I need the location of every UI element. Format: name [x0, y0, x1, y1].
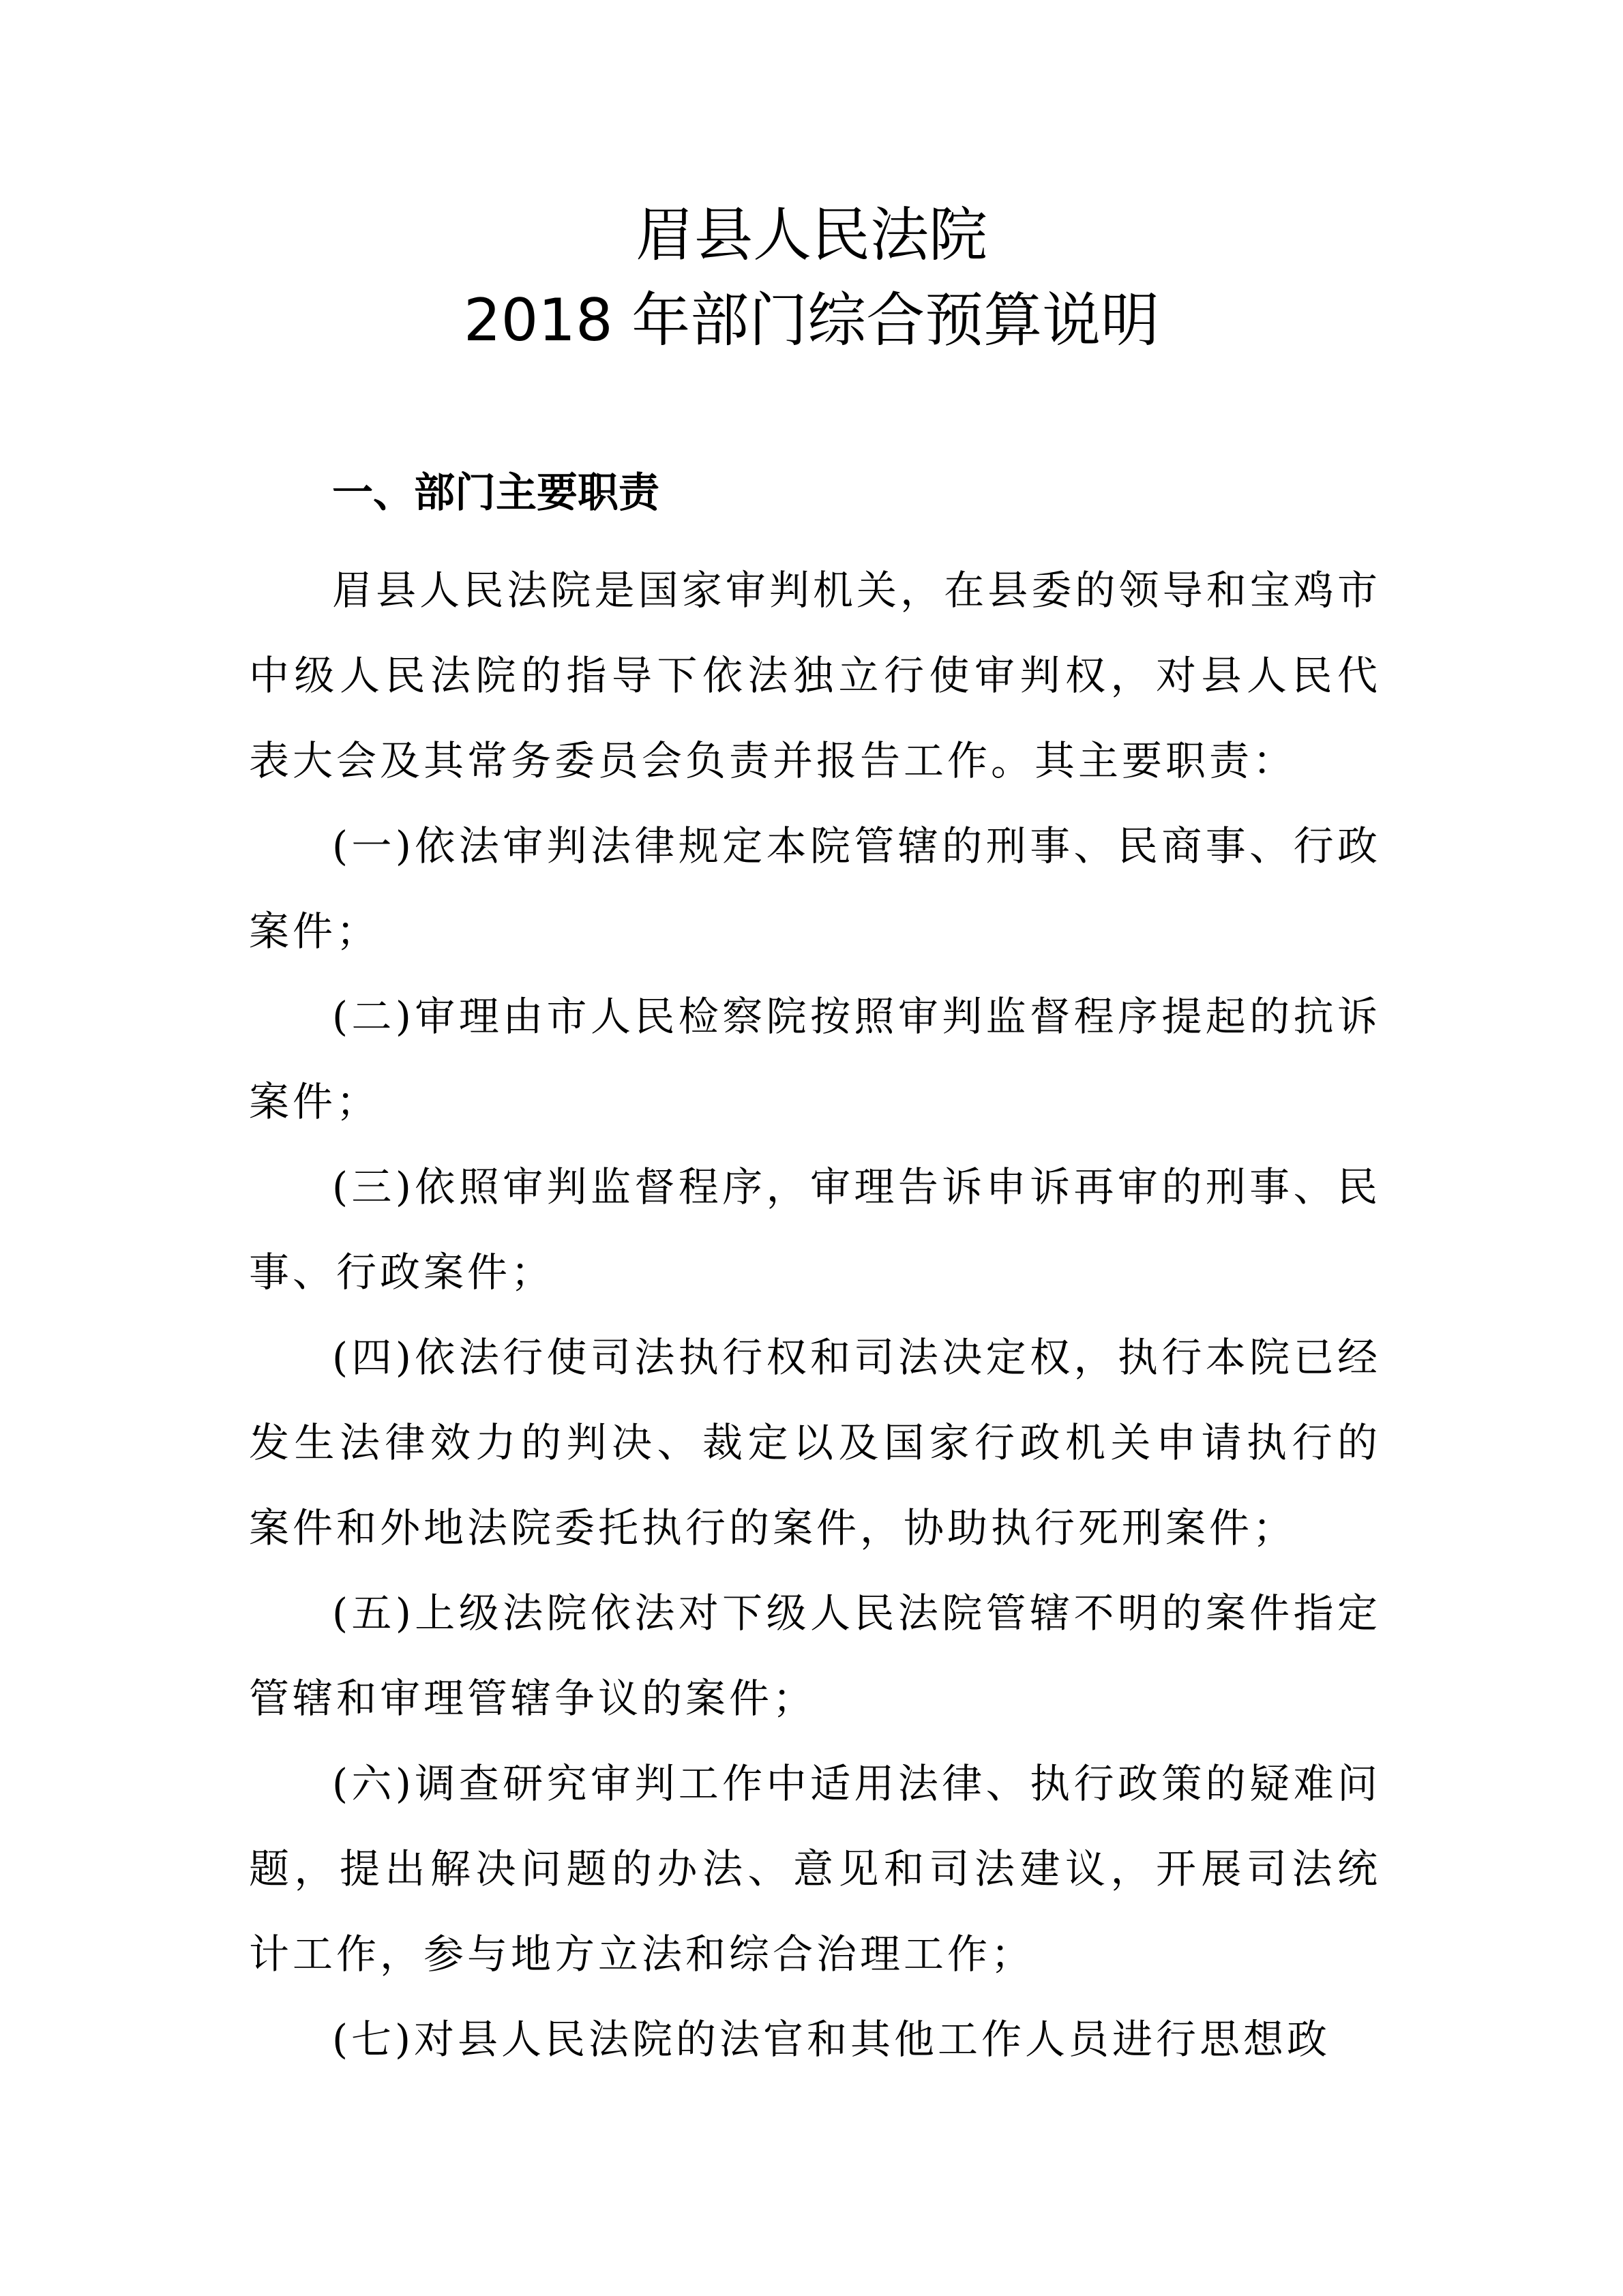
section-heading: 一、部门主要职责: [332, 469, 659, 517]
paragraph-duty-5: (五)上级法院依法对下级人民法院管辖不明的案件指定管辖和审理管辖争议的案件；: [249, 1590, 1381, 1722]
paragraph-duty-3: (三)依照审判监督程序，审理告诉申诉再审的刑事、民事、行政案件；: [249, 1163, 1381, 1296]
document-title-line2: 2018 年部门综合预算说明: [463, 286, 1160, 355]
paragraph-duty-2: (二)审理由市人民检察院按照审判监督程序提起的抗诉案件；: [249, 993, 1381, 1125]
document-body: [249, 548, 1381, 2082]
document-title-line1: 眉县人民法院: [636, 201, 987, 269]
paragraph-duty-1: (一)依法审判法律规定本院管辖的刑事、民商事、行政案件；: [249, 822, 1381, 955]
paragraph-intro: 眉县人民法院是国家审判机关，在县委的领导和宝鸡市中级人民法院的指导下依法独立行使审判权，对县人民代表大会及其常务委员会负责并报告工作。其主要职责：: [249, 567, 1381, 784]
paragraph-duty-7: (七)对县人民法院的法官和其他工作人员进行思想政: [332, 2016, 1331, 2063]
paragraph-duty-6: (六)调查研究审判工作中适用法律、执行政策的疑难问题，提出解决问题的办法、意见和司法建议，开展司法统计工作，参与地方立法和综合治理工作；: [249, 1760, 1381, 1978]
paragraph-duty-4: (四)依法行使司法执行权和司法决定权，执行本院已经发生法律效力的判决、裁定以及国家行政机关申请执行的案件和外地法院委托执行的案件，协助执行死刑案件；: [249, 1334, 1381, 1551]
